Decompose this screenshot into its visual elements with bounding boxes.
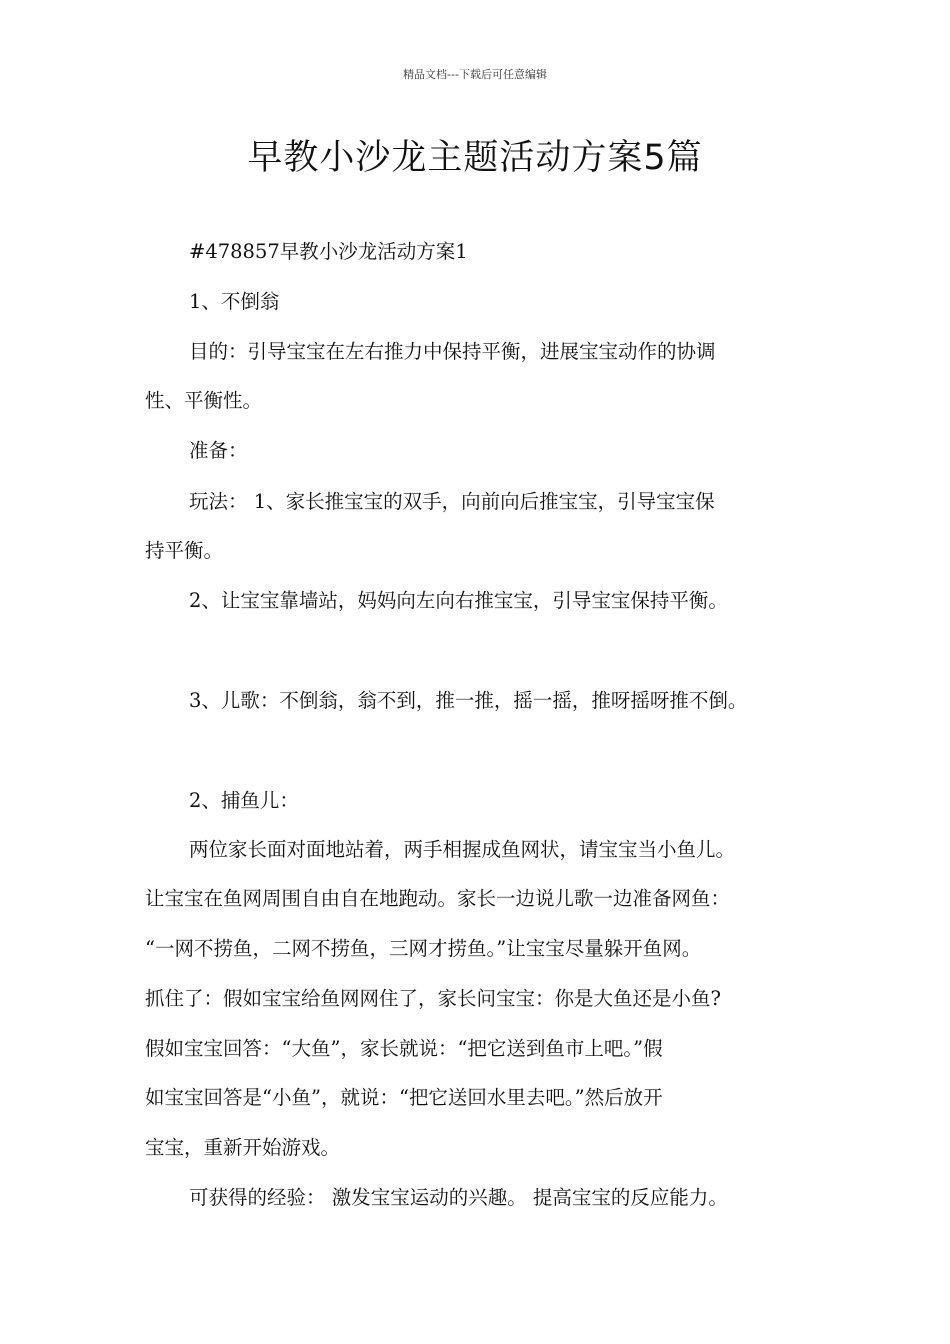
paragraph-line: 抓住了：假如宝宝给鱼网网住了，家长问宝宝：你是大鱼还是小鱼? bbox=[145, 987, 721, 1010]
paragraph-line: “一网不捞鱼，二网不捞鱼，三网才捞鱼。”让宝宝尽量躲开鱼网。 bbox=[145, 937, 702, 960]
paragraph-line: #478857早教小沙龙活动方案1 bbox=[189, 240, 468, 263]
paragraph-line: 假如宝宝回答：“大鱼”，家长就说：“把它送到鱼市上吧。”假 bbox=[145, 1037, 663, 1060]
document-title: 早教小沙龙主题活动方案5篇 bbox=[247, 138, 703, 178]
paragraph-line: 宝宝，重新开始游戏。 bbox=[145, 1136, 341, 1159]
paragraph-line: 性、平衡性。 bbox=[145, 389, 263, 412]
paragraph-line: 2、让宝宝靠墙站，妈妈向左向右推宝宝，引导宝宝保持平衡。 bbox=[189, 589, 728, 612]
paragraph-line: 玩法： 1、家长推宝宝的双手，向前向后推宝宝，引导宝宝保 bbox=[189, 490, 715, 513]
paragraph-line: 两位家长面对面地站着，两手相握成鱼网状，请宝宝当小鱼儿。 bbox=[189, 838, 736, 861]
paragraph-line: 3、儿歌：不倒翁，翁不到，推一推，摇一摇，推呀摇呀推不倒。 bbox=[189, 689, 748, 712]
paragraph-line: 准备： bbox=[189, 439, 248, 462]
paragraph-line: 目的：引导宝宝在左右推力中保持平衡，进展宝宝动作的协调 bbox=[189, 340, 716, 363]
paragraph-line: 可获得的经验： 激发宝宝运动的兴趣。 提高宝宝的反应能力。 bbox=[189, 1186, 728, 1209]
header-note: 精品文档---下载后可任意编辑 bbox=[403, 68, 547, 81]
paragraph-line: 持平衡。 bbox=[145, 539, 224, 562]
paragraph-line: 让宝宝在鱼网周围自由自在地跑动。家长一边说儿歌一边准备网鱼： bbox=[145, 887, 731, 910]
paragraph-line: 如宝宝回答是“小鱼”，就说：“把它送回水里去吧。”然后放开 bbox=[145, 1086, 663, 1109]
paragraph-line: 2、捕鱼儿： bbox=[189, 789, 299, 812]
paragraph-line: 1、不倒翁 bbox=[189, 290, 280, 313]
